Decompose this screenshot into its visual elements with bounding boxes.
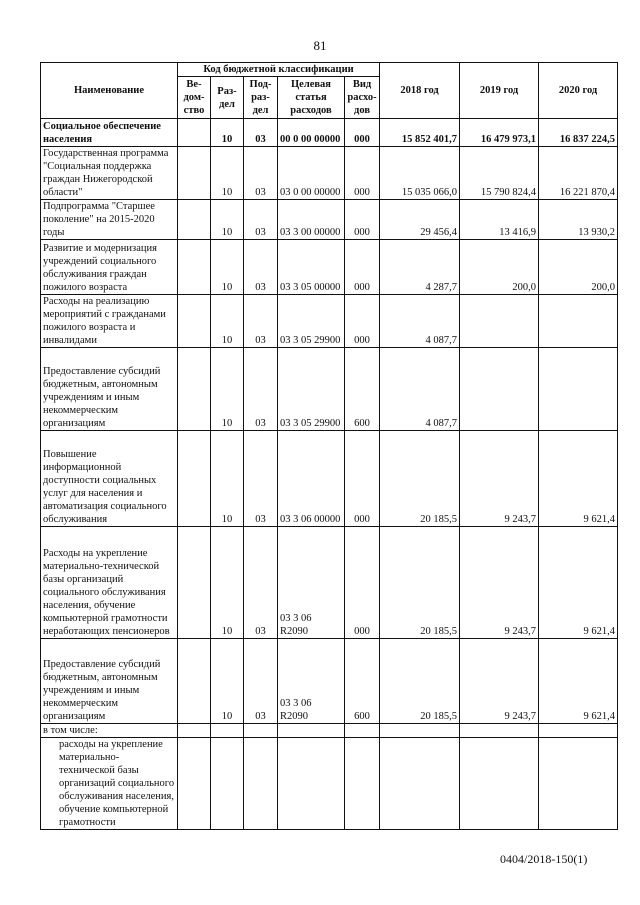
row-ved <box>178 348 211 431</box>
row-amount-2020: 13 930,2 <box>539 200 618 240</box>
table-row <box>41 200 618 240</box>
row-target-item: 03 3 06 R2090 <box>278 639 345 724</box>
row-razdel: 10 <box>211 200 244 240</box>
row-razdel: 10 <box>211 119 244 147</box>
table-row <box>41 348 618 431</box>
row-amount-2020: 16 221 870,4 <box>539 147 618 200</box>
row-expense-type: 000 <box>345 147 380 200</box>
header-podrazdel: Под-раз-дел <box>244 77 278 119</box>
row-target-item: 03 3 05 29900 <box>278 348 345 431</box>
row-amount-2019: 9 243,7 <box>460 431 539 527</box>
table-row <box>41 738 618 830</box>
row-podrazdel: 03 <box>244 147 278 200</box>
row-target-item <box>278 738 345 830</box>
row-amount-2020: 9 621,4 <box>539 527 618 639</box>
document-code: 0404/2018-150(1) <box>500 852 588 866</box>
row-expense-type: 000 <box>345 527 380 639</box>
row-podrazdel: 03 <box>244 240 278 295</box>
row-podrazdel: 03 <box>244 527 278 639</box>
table-row <box>41 147 618 200</box>
row-razdel <box>211 724 244 738</box>
row-expense-type: 600 <box>345 348 380 431</box>
budget-table <box>40 62 618 830</box>
row-podrazdel: 03 <box>244 639 278 724</box>
row-target-item: 03 3 06 R2090 <box>278 527 345 639</box>
row-amount-2020 <box>539 738 618 830</box>
row-name: Предоставление субсидий бюджетным, автономным учреждениям и иным некоммерческим организациям <box>41 639 178 724</box>
row-razdel: 10 <box>211 295 244 348</box>
row-amount-2019 <box>460 724 539 738</box>
row-target-item: 03 3 06 00000 <box>278 431 345 527</box>
row-amount-2018: 20 185,5 <box>380 431 460 527</box>
row-amount-2018: 20 185,5 <box>380 639 460 724</box>
table-row <box>41 119 618 147</box>
table-row <box>41 240 618 295</box>
row-amount-2019 <box>460 348 539 431</box>
row-podrazdel: 03 <box>244 348 278 431</box>
table-row <box>41 639 618 724</box>
row-amount-2020: 16 837 224,5 <box>539 119 618 147</box>
row-amount-2018 <box>380 738 460 830</box>
row-amount-2018 <box>380 724 460 738</box>
header-name: Наименование <box>41 63 178 119</box>
row-ved <box>178 295 211 348</box>
table-row <box>41 527 618 639</box>
header-razdel: Раз-дел <box>211 77 244 119</box>
row-amount-2020 <box>539 348 618 431</box>
row-target-item: 00 0 00 00000 <box>278 119 345 147</box>
row-name: Развитие и модернизация учреждений социального обслуживания граждан пожилого возраста <box>41 240 178 295</box>
row-amount-2018: 4 287,7 <box>380 240 460 295</box>
row-name: расходы на укрепление материально-технической базы организаций социального обслуживания населения, обучение компьютерной грамотности <box>41 738 178 830</box>
row-amount-2020 <box>539 295 618 348</box>
row-ved <box>178 527 211 639</box>
row-amount-2018: 15 852 401,7 <box>380 119 460 147</box>
page-number: 81 <box>313 38 327 53</box>
row-target-item: 03 0 00 00000 <box>278 147 345 200</box>
row-expense-type: 600 <box>345 639 380 724</box>
row-razdel: 10 <box>211 527 244 639</box>
row-expense-type: 000 <box>345 119 380 147</box>
row-name: Государственная программа "Социальная поддержка граждан Нижегородской области" <box>41 147 178 200</box>
row-podrazdel <box>244 738 278 830</box>
row-amount-2019: 16 479 973,1 <box>460 119 539 147</box>
header-2020: 2020 год <box>539 63 618 119</box>
table-body <box>41 119 618 830</box>
row-amount-2018: 29 456,4 <box>380 200 460 240</box>
table-row <box>41 724 618 738</box>
row-amount-2020 <box>539 724 618 738</box>
row-target-item: 03 3 05 00000 <box>278 240 345 295</box>
row-amount-2020: 9 621,4 <box>539 639 618 724</box>
row-name: в том числе: <box>41 724 178 738</box>
row-expense-type: 000 <box>345 200 380 240</box>
row-amount-2018: 4 087,7 <box>380 348 460 431</box>
row-expense-type: 000 <box>345 295 380 348</box>
row-razdel: 10 <box>211 147 244 200</box>
row-amount-2019 <box>460 295 539 348</box>
row-razdel: 10 <box>211 431 244 527</box>
header-classification-group: Код бюджетной классификации <box>178 63 380 77</box>
row-amount-2019: 9 243,7 <box>460 639 539 724</box>
row-amount-2018: 20 185,5 <box>380 527 460 639</box>
header-2019: 2019 год <box>460 63 539 119</box>
header-2018: 2018 год <box>380 63 460 119</box>
row-name: Подпрограмма "Старшее поколение" на 2015-2020 годы <box>41 200 178 240</box>
header-ved: Ве-дом-ство <box>178 77 211 119</box>
row-ved <box>178 639 211 724</box>
row-razdel: 10 <box>211 348 244 431</box>
row-name: Предоставление субсидий бюджетным, автономным учреждениям и иным некоммерческим организациям <box>41 348 178 431</box>
table-row <box>41 431 618 527</box>
header-expense-type: Вид расхо-дов <box>345 77 380 119</box>
row-target-item: 03 3 00 00000 <box>278 200 345 240</box>
row-target-item: 03 3 05 29900 <box>278 295 345 348</box>
row-ved <box>178 240 211 295</box>
row-target-item <box>278 724 345 738</box>
row-podrazdel: 03 <box>244 295 278 348</box>
row-amount-2019: 9 243,7 <box>460 527 539 639</box>
row-amount-2019: 200,0 <box>460 240 539 295</box>
row-podrazdel <box>244 724 278 738</box>
row-expense-type <box>345 738 380 830</box>
row-expense-type: 000 <box>345 240 380 295</box>
row-amount-2018: 4 087,7 <box>380 295 460 348</box>
row-podrazdel: 03 <box>244 200 278 240</box>
row-amount-2019: 13 416,9 <box>460 200 539 240</box>
row-amount-2018: 15 035 066,0 <box>380 147 460 200</box>
row-podrazdel: 03 <box>244 119 278 147</box>
row-ved <box>178 738 211 830</box>
row-ved <box>178 724 211 738</box>
row-razdel: 10 <box>211 639 244 724</box>
row-name: Социальное обеспечение населения <box>41 119 178 147</box>
table-row <box>41 295 618 348</box>
row-name: Расходы на укрепление материально-технической базы организаций социального обслуживания населения, обучение компьютерной грамотности неработающих пенсионеров <box>41 527 178 639</box>
row-ved <box>178 431 211 527</box>
row-ved <box>178 200 211 240</box>
row-amount-2019: 15 790 824,4 <box>460 147 539 200</box>
row-amount-2020: 200,0 <box>539 240 618 295</box>
row-name: Повышение информационной доступности социальных услуг для населения и автоматизация социального обслуживания <box>41 431 178 527</box>
row-expense-type: 000 <box>345 431 380 527</box>
header-target-item: Целевая статья расходов <box>278 77 345 119</box>
row-expense-type <box>345 724 380 738</box>
row-podrazdel: 03 <box>244 431 278 527</box>
row-amount-2020: 9 621,4 <box>539 431 618 527</box>
row-razdel <box>211 738 244 830</box>
row-ved <box>178 147 211 200</box>
row-amount-2019 <box>460 738 539 830</box>
row-ved <box>178 119 211 147</box>
row-name: Расходы на реализацию мероприятий с гражданами пожилого возраста и инвалидами <box>41 295 178 348</box>
row-razdel: 10 <box>211 240 244 295</box>
